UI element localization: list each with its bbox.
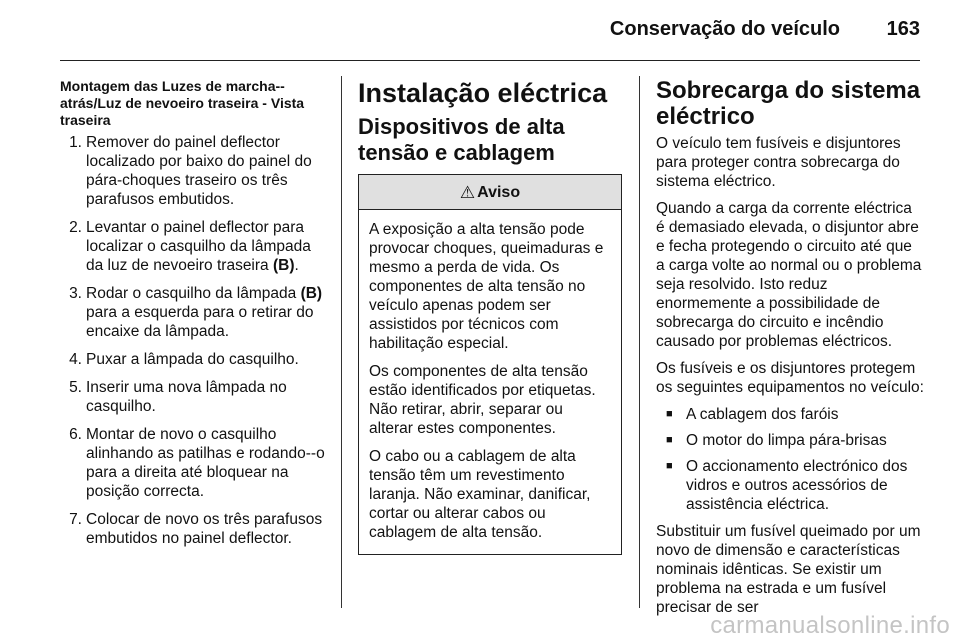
step-text: Montar de novo o casquilho alinhando as patilhas e rodando--o para a direita até bloquear na posição correcta. <box>86 426 325 500</box>
warning-paragraph: Os componentes de alta tensão estão identificados por etiquetas. Não retirar, abrir, separar ou alterar estes componentes. <box>369 363 596 437</box>
step-number: 4. <box>69 351 82 368</box>
column-divider-2 <box>639 76 640 608</box>
step-item <box>60 425 326 501</box>
warning-box <box>358 174 622 555</box>
column-1 <box>60 78 326 557</box>
column-2 <box>358 78 622 555</box>
step-text-end: para a esquerda para o retirar do encaixe da lâmpada. <box>86 304 314 340</box>
warning-label: Aviso <box>477 183 521 201</box>
watermark: carmanualsonline.info <box>710 612 950 639</box>
bullet-icon: ■ <box>666 434 673 446</box>
step-item <box>60 133 326 209</box>
bullet-icon: ■ <box>666 460 673 472</box>
step-number: 3. <box>69 285 82 302</box>
step-ref: (B) <box>272 257 295 274</box>
procedure-steps <box>60 133 326 548</box>
warning-header <box>359 175 621 210</box>
step-text: Remover do painel deflector localizado por baixo do painel do pára-choques traseiro os três parafusos embutidos. <box>86 134 312 208</box>
list-item-text: O motor do limpa pára-brisas <box>686 432 887 449</box>
column-divider-1 <box>341 76 342 608</box>
step-number: 1. <box>69 134 82 151</box>
step-item <box>60 510 326 548</box>
paragraph: Quando a carga da corrente eléctrica é demasiado elevada, o disjuntor abre e fecha protegendo o circuito até que a carga volte ao normal ou o problema seja resolvido. Isto reduz enormemente a possibilidade de sobrecarga do circuito e incêndio causado por problemas eléctricos. <box>656 200 922 350</box>
warning-body <box>359 210 621 554</box>
step-number: 5. <box>69 379 82 396</box>
step-ref: (B) <box>300 285 323 302</box>
bullet-icon: ■ <box>666 408 673 420</box>
step-number: 2. <box>69 219 82 236</box>
column-3 <box>656 78 924 625</box>
paragraph: Substituir um fusível queimado por um novo de dimensão e características nominais idênticas. Se existir um problema na estrada e um fusível precisar de ser <box>656 523 921 616</box>
section-heading: Instalação eléctrica <box>358 78 608 108</box>
step-number: 6. <box>69 426 82 443</box>
step-item <box>60 378 326 416</box>
list-item-text: O accionamento electrónico dos vidros e outros acessórios de assistência eléctrica. <box>686 458 908 513</box>
list-item <box>656 457 924 514</box>
step-text: Inserir uma nova lâmpada no casquilho. <box>86 379 287 415</box>
header-rule <box>60 60 920 61</box>
list-item <box>656 405 924 424</box>
list-item-text: A cablagem dos faróis <box>686 406 839 423</box>
step-item <box>60 350 326 369</box>
warning-paragraph: O cabo ou a cablagem de alta tensão têm um revestimento laranja. Não examinar, danificar, cortar ou alterar cabos ou cablagem de alta tensão. <box>369 448 591 541</box>
paragraph: O veículo tem fusíveis e disjuntores para proteger contra sobrecarga do sistema eléctrico. <box>656 135 901 190</box>
step-text: Levantar o painel deflector para localizar o casquilho da lâmpada da luz de nevoeiro traseira <box>86 219 311 274</box>
warning-icon: ⚠ <box>459 182 476 202</box>
bullet-list <box>656 405 924 514</box>
procedure-title: Montagem das Luzes de marcha--atrás/Luz de nevoeiro traseira - Vista traseira <box>60 78 305 128</box>
step-text: Colocar de novo os três parafusos embutidos no painel deflector. <box>86 511 323 547</box>
paragraph: Os fusíveis e os disjuntores protegem os seguintes equipamentos no veículo: <box>656 360 924 396</box>
section-title: Conservação do veículo <box>609 18 840 40</box>
page-header <box>0 0 960 62</box>
step-text: Rodar o casquilho da lâmpada <box>86 285 301 302</box>
step-text: Puxar a lâmpada do casquilho. <box>86 351 299 368</box>
list-item <box>656 431 924 450</box>
step-item <box>60 284 326 341</box>
step-number: 7. <box>69 511 82 528</box>
section-heading: Sobrecarga do sistema eléctrico <box>656 77 921 130</box>
subsection-heading: Dispositivos de alta tensão e cablagem <box>358 114 565 165</box>
warning-paragraph: A exposição a alta tensão pode provocar choques, queimaduras e mesmo a perda de vida. Os componentes de alta tensão no veículo apenas podem ser assistidos por técnicos com habilitação especial. <box>369 221 604 352</box>
step-text-end: . <box>294 257 299 274</box>
page-number: 163 <box>886 18 920 40</box>
step-item <box>60 218 326 275</box>
